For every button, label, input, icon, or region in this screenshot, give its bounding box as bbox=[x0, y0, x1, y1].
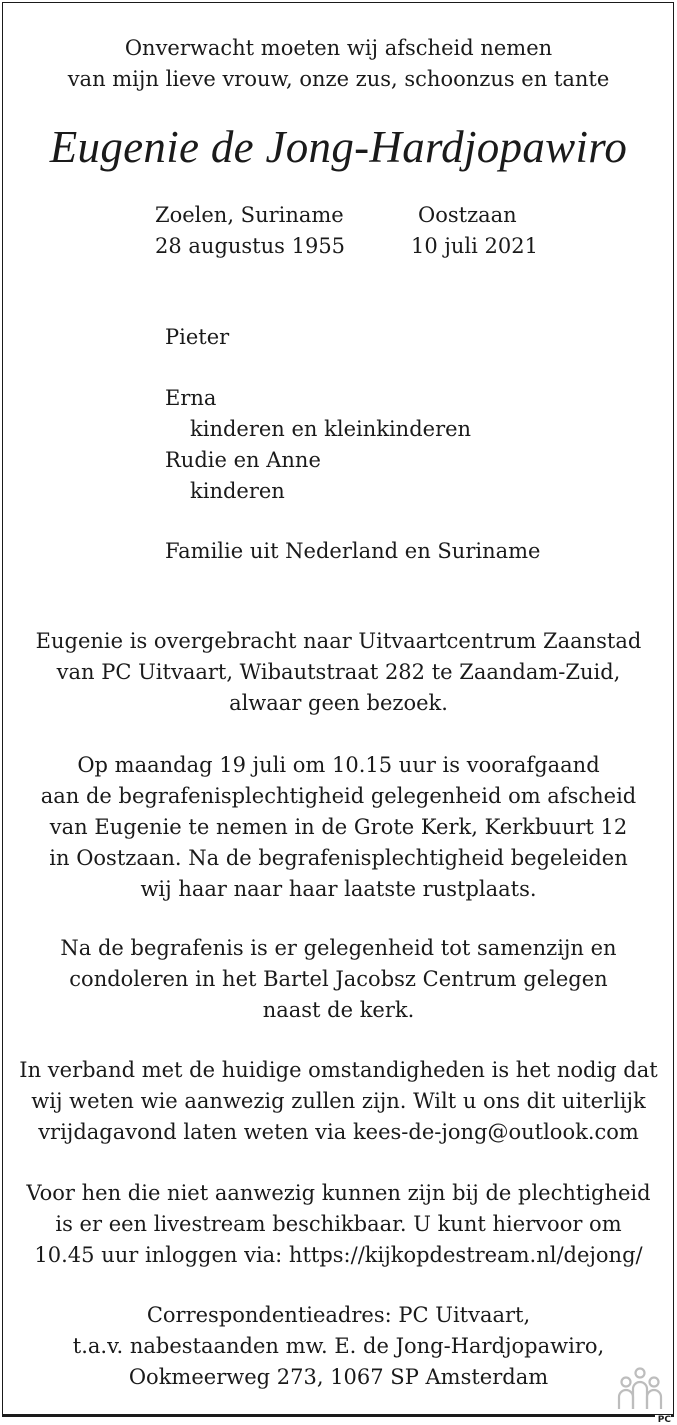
mourner-sibling-1-family: kinderen en kleinkinderen bbox=[190, 417, 472, 441]
paragraph-line: 10.45 uur inloggen via: https://kijkopdestream.nl/dejong/ bbox=[34, 1243, 643, 1267]
paragraph-line: vrijdagavond laten weten via kees-de-jong@outlook.com bbox=[38, 1120, 639, 1144]
paragraph-line: alwaar geen bezoek. bbox=[229, 691, 448, 715]
paragraph-line: aan de begrafenisplechtigheid gelegenheid om afscheid bbox=[40, 784, 637, 808]
mourner-family: Familie uit Nederland en Suriname bbox=[165, 539, 541, 563]
paragraph-line: condoleren in het Bartel Jacobsz Centrum gelegen bbox=[69, 967, 608, 991]
mourner-sibling-1: Erna bbox=[165, 386, 217, 410]
paragraph-line: naast de kerk. bbox=[262, 998, 415, 1022]
paragraph-line: is er een livestream beschikbaar. U kunt hiervoor om bbox=[55, 1212, 622, 1236]
paragraph-line: t.a.v. nabestaanden mw. E. de Jong-Hardjopawiro, bbox=[72, 1334, 605, 1358]
paragraph-line: Ookmeerweg 273, 1067 SP Amsterdam bbox=[128, 1365, 549, 1389]
intro-line-1: Onverwacht moeten wij afscheid nemen bbox=[124, 36, 553, 60]
paragraph-ceremony bbox=[0, 750, 677, 905]
mourner-sibling-2: Rudie en Anne bbox=[165, 448, 321, 472]
death-date: 10 juli 2021 bbox=[411, 234, 538, 258]
paragraph-line: Correspondentieadres: PC Uitvaart, bbox=[146, 1303, 531, 1327]
paragraph-line: Eugenie is overgebracht naar Uitvaartcentrum Zaanstad bbox=[35, 629, 642, 653]
birth-place: Zoelen, Suriname bbox=[155, 203, 344, 227]
paragraph-line: Op maandag 19 juli om 10.15 uur is voorafgaand bbox=[77, 753, 600, 777]
mourner-spouse: Pieter bbox=[165, 325, 230, 349]
deceased-name: Eugenie de Jong-Hardjopawiro bbox=[49, 122, 628, 172]
paragraph-condolence bbox=[0, 933, 677, 1026]
paragraph-transfer bbox=[0, 626, 677, 719]
birth-date: 28 augustus 1955 bbox=[155, 234, 346, 258]
paragraph-line: Na de begrafenis is er gelegenheid tot samenzijn en bbox=[60, 936, 617, 960]
intro-line-2: van mijn lieve vrouw, onze zus, schoonzus en tante bbox=[67, 67, 610, 91]
paragraph-livestream bbox=[0, 1178, 677, 1271]
mourner-sibling-2-family: kinderen bbox=[190, 479, 285, 503]
paragraph-line: wij haar naar haar laatste rustplaats. bbox=[140, 877, 537, 901]
death-place: Oostzaan bbox=[418, 203, 517, 227]
people-group-icon bbox=[615, 1365, 665, 1415]
paragraph-attendance bbox=[0, 1055, 677, 1148]
paragraph-line: in Oostzaan. Na de begrafenisplechtigheid begeleiden bbox=[49, 846, 628, 870]
paragraph-line: van Eugenie te nemen in de Grote Kerk, Kerkbuurt 12 bbox=[49, 815, 628, 839]
pc-mark: PC bbox=[655, 1415, 671, 1425]
paragraph-line: In verband met de huidige omstandigheden is het nodig dat bbox=[19, 1058, 658, 1082]
paragraph-line: Voor hen die niet aanwezig kunnen zijn bij de plechtigheid bbox=[26, 1181, 651, 1205]
paragraph-correspondence bbox=[0, 1300, 677, 1393]
paragraph-line: wij weten wie aanwezig zullen zijn. Wilt u ons dit uiterlijk bbox=[31, 1089, 646, 1113]
paragraph-line: van PC Uitvaart, Wibautstraat 282 te Zaandam-Zuid, bbox=[56, 660, 621, 684]
